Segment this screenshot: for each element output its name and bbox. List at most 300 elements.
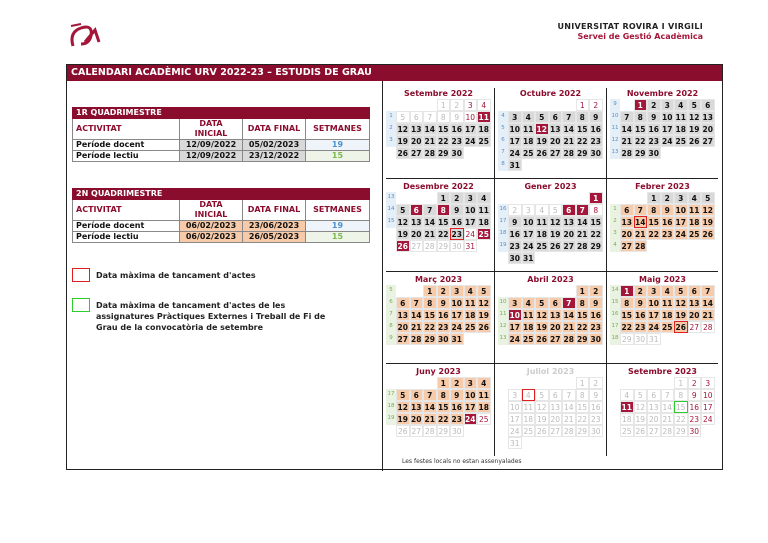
day-cell: 12: [550, 218, 561, 227]
day-cell: 26: [397, 149, 408, 158]
day-cell: 18: [523, 137, 534, 146]
empty-cell: [522, 159, 536, 171]
day-cell: 20: [550, 415, 561, 424]
day-cell: 24: [662, 137, 673, 146]
day-cell: 30: [509, 254, 520, 263]
day-cell: 18: [536, 230, 547, 239]
empty-cell: [589, 252, 603, 264]
day-cell: 7: [562, 389, 576, 401]
day-cell: 28: [662, 427, 673, 436]
service-name: Servei de Gestió Acadèmica: [577, 32, 703, 41]
day-cell: 10: [662, 113, 673, 122]
week-number: 11: [610, 123, 620, 135]
day-cell: 20: [411, 137, 422, 146]
day-cell: 4: [688, 192, 702, 204]
day-cell: 13: [550, 311, 561, 320]
day-cell: 10: [465, 391, 476, 400]
empty-cell: [701, 333, 715, 345]
empty-cell: [477, 240, 491, 252]
day-cell: 6: [549, 297, 563, 309]
q1-row-start: 12/09/2022: [180, 140, 243, 151]
empty-cell: [410, 99, 424, 111]
day-cell: 1: [576, 377, 590, 389]
day-cell: 28: [424, 149, 435, 158]
day-cell: 31: [451, 335, 462, 344]
day-cell: 21: [411, 323, 422, 332]
day-cell: 12: [536, 125, 547, 134]
day-cell: 21: [621, 137, 632, 146]
week-number: 1: [610, 204, 620, 216]
day-cell: 9: [508, 216, 522, 228]
day-cell: 28: [563, 149, 574, 158]
day-cell: 22: [424, 323, 435, 332]
day-cell: 15: [675, 403, 686, 412]
day-cell: 4: [522, 111, 536, 123]
q1-row-weeks: 19: [306, 140, 370, 151]
day-cell: 4: [477, 377, 491, 389]
empty-cell: [423, 99, 437, 111]
red-box-icon: [72, 268, 90, 282]
empty-cell: [620, 192, 634, 204]
day-cell: 14: [621, 125, 632, 134]
day-cell: 27: [411, 427, 422, 436]
week-number: [498, 425, 508, 437]
day-cell: 11: [478, 206, 489, 215]
day-cell: 9: [661, 204, 675, 216]
day-cell: 3: [508, 111, 522, 123]
week-number: 10: [610, 111, 620, 123]
q2-row-weeks: 15: [306, 232, 370, 243]
page-title: CALENDARI ACADÈMIC URV 2022-23 – ESTUDIS DE GRAU: [67, 65, 722, 81]
day-cell: 4: [674, 99, 688, 111]
day-cell: 11: [621, 403, 632, 412]
day-cell: 11: [478, 113, 489, 122]
q1-col-end: DATA FINAL: [243, 119, 306, 140]
empty-cell: [535, 377, 549, 389]
empty-cell: [477, 333, 491, 345]
day-cell: 7: [576, 204, 590, 216]
day-cell: 21: [563, 415, 574, 424]
day-cell: 12: [397, 403, 408, 412]
day-cell: 2: [589, 99, 603, 111]
day-cell: 12: [397, 125, 408, 134]
day-cell: 18: [621, 415, 632, 424]
day-cell: 29: [438, 242, 449, 251]
week-number: [386, 377, 396, 389]
week-number: [610, 192, 620, 204]
day-cell: 11: [523, 125, 534, 134]
day-cell: 27: [411, 149, 422, 158]
day-cell: 18: [675, 125, 686, 134]
day-cell: 11: [662, 299, 673, 308]
month-calendar: [386, 181, 491, 252]
day-cell: 28: [563, 427, 574, 436]
empty-cell: [701, 425, 715, 437]
day-cell: 10: [465, 113, 476, 122]
empty-cell: [674, 240, 688, 252]
day-cell: 23: [451, 415, 462, 424]
day-cell: 26: [397, 427, 408, 436]
week-number: [386, 240, 396, 252]
week-number: [498, 401, 508, 413]
day-cell: 25: [662, 323, 673, 332]
day-cell: 2: [450, 192, 464, 204]
empty-cell: [477, 147, 491, 159]
day-cell: 7: [661, 389, 675, 401]
day-cell: 22: [635, 137, 646, 146]
day-cell: 20: [689, 311, 700, 320]
q2-row-label: Període docent: [73, 221, 180, 232]
day-cell: 17: [648, 311, 659, 320]
day-cell: 22: [438, 415, 449, 424]
day-cell: 10: [523, 218, 534, 227]
empty-cell: [562, 159, 576, 171]
week-number: 9: [386, 333, 396, 345]
empty-cell: [620, 99, 634, 111]
empty-cell: [589, 437, 603, 449]
month-calendar: [498, 88, 603, 171]
day-cell: 14: [424, 125, 435, 134]
day-cell: 16: [662, 218, 673, 227]
divider: [382, 81, 383, 471]
empty-cell: [522, 285, 536, 297]
empty-cell: [688, 147, 702, 159]
legend-red-text: Data màxima de tancament d'actes: [96, 271, 256, 280]
day-cell: 11: [675, 113, 686, 122]
day-cell: 11: [523, 311, 534, 320]
day-cell: 14: [635, 218, 646, 227]
day-cell: 3: [674, 192, 688, 204]
day-cell: 30: [590, 149, 601, 158]
day-cell: 31: [648, 335, 659, 344]
day-cell: 15: [590, 218, 601, 227]
day-cell: 12: [536, 311, 547, 320]
week-number: 9: [610, 99, 620, 111]
day-cell: 10: [648, 299, 659, 308]
week-number: 15: [610, 297, 620, 309]
week-number: 5: [498, 123, 508, 135]
day-cell: 23: [590, 137, 601, 146]
day-cell: 1: [437, 192, 451, 204]
day-cell: 25: [523, 149, 534, 158]
day-cell: 7: [423, 389, 437, 401]
day-cell: 5: [674, 285, 688, 297]
day-cell: 19: [478, 311, 489, 320]
day-cell: 19: [689, 125, 700, 134]
day-cell: 14: [662, 403, 673, 412]
day-cell: 21: [577, 230, 588, 239]
day-cell: 8: [620, 297, 634, 309]
month-calendar: [386, 274, 491, 345]
week-number: 14: [610, 285, 620, 297]
day-cell: 9: [437, 297, 451, 309]
empty-cell: [549, 437, 563, 449]
day-cell: 6: [549, 389, 563, 401]
day-cell: 7: [410, 297, 424, 309]
month-calendar: [498, 366, 603, 449]
week-number: 12: [610, 135, 620, 147]
day-cell: 8: [437, 204, 451, 216]
day-cell: 8: [674, 389, 688, 401]
empty-cell: [589, 159, 603, 171]
day-cell: 12: [478, 299, 489, 308]
day-cell: 20: [550, 323, 561, 332]
week-number: 13: [610, 147, 620, 159]
grid-separator: [386, 178, 718, 179]
day-cell: 21: [662, 415, 673, 424]
day-cell: 17: [465, 125, 476, 134]
week-number: 12: [498, 321, 508, 333]
day-cell: 17: [509, 137, 520, 146]
empty-cell: [535, 192, 549, 204]
q1-row-label: Període docent: [73, 140, 180, 151]
day-cell: 4: [535, 204, 549, 216]
day-cell: 2: [634, 285, 648, 297]
day-cell: 1: [437, 377, 451, 389]
q2-row-weeks: 19: [306, 221, 370, 232]
week-number: 4: [610, 240, 620, 252]
day-cell: 1: [576, 99, 590, 111]
day-cell: 31: [509, 439, 520, 448]
empty-cell: [688, 240, 702, 252]
day-cell: 21: [424, 230, 435, 239]
empty-cell: [423, 377, 437, 389]
q1-col-weeks: SETMANES: [306, 119, 370, 140]
day-cell: 27: [550, 149, 561, 158]
day-cell: 29: [577, 427, 588, 436]
day-cell: 23: [590, 415, 601, 424]
empty-cell: [396, 192, 410, 204]
day-cell: 8: [423, 297, 437, 309]
day-cell: 22: [577, 323, 588, 332]
day-cell: 19: [536, 137, 547, 146]
day-cell: 16: [451, 125, 462, 134]
day-cell: 16: [648, 125, 659, 134]
day-cell: 25: [523, 335, 534, 344]
day-cell: 11: [536, 218, 547, 227]
day-cell: 27: [621, 242, 632, 251]
day-cell: 5: [396, 389, 410, 401]
month-calendar: [498, 274, 603, 345]
month-calendar: [610, 366, 715, 437]
day-cell: 21: [702, 311, 713, 320]
month-title: Desembre 2022: [403, 182, 474, 191]
day-cell: 1: [576, 285, 590, 297]
empty-cell: [535, 285, 549, 297]
week-number: 14: [386, 204, 396, 216]
month-title: Juny 2023: [416, 367, 461, 376]
day-cell: 1: [634, 99, 648, 111]
empty-cell: [562, 99, 576, 111]
day-cell: 17: [662, 125, 673, 134]
day-cell: 5: [549, 204, 563, 216]
day-cell: 13: [397, 311, 408, 320]
day-cell: 5: [535, 111, 549, 123]
empty-cell: [576, 437, 590, 449]
calendar-frame: [66, 64, 723, 470]
day-cell: 31: [509, 161, 520, 170]
day-cell: 20: [397, 323, 408, 332]
day-cell: 29: [577, 335, 588, 344]
day-cell: 23: [438, 323, 449, 332]
week-number: [498, 437, 508, 449]
day-cell: 18: [478, 403, 489, 412]
empty-cell: [549, 99, 563, 111]
day-cell: 25: [523, 427, 534, 436]
day-cell: 25: [689, 230, 700, 239]
day-cell: 3: [464, 377, 478, 389]
day-cell: 25: [478, 137, 489, 146]
empty-cell: [508, 377, 522, 389]
day-cell: 21: [563, 137, 574, 146]
q1-col-activity: ACTIVITAT: [73, 119, 180, 140]
day-cell: 3: [464, 192, 478, 204]
day-cell: 30: [689, 427, 700, 436]
week-number: [610, 401, 620, 413]
day-cell: 2: [589, 377, 603, 389]
day-cell: 6: [410, 389, 424, 401]
month-title: Setembre 2022: [404, 89, 473, 98]
day-cell: 17: [509, 415, 520, 424]
day-cell: 15: [438, 125, 449, 134]
day-cell: 26: [536, 427, 547, 436]
week-number: 3: [386, 135, 396, 147]
day-cell: 8: [589, 204, 603, 216]
week-number: 8: [386, 321, 396, 333]
day-cell: 2: [647, 99, 661, 111]
day-cell: 18: [523, 323, 534, 332]
day-cell: 13: [648, 403, 659, 412]
empty-cell: [549, 252, 563, 264]
day-cell: 4: [477, 99, 491, 111]
day-cell: 8: [576, 389, 590, 401]
day-cell: 1: [437, 99, 451, 111]
day-cell: 10: [702, 391, 713, 400]
day-cell: 13: [702, 113, 713, 122]
week-number: [498, 377, 508, 389]
day-cell: 2: [508, 204, 522, 216]
day-cell: 9: [589, 389, 603, 401]
day-cell: 30: [451, 149, 462, 158]
empty-cell: [647, 240, 661, 252]
day-cell: 19: [397, 230, 408, 239]
day-cell: 8: [647, 204, 661, 216]
day-cell: 23: [451, 230, 462, 239]
day-cell: 18: [478, 218, 489, 227]
month-calendar: [386, 366, 491, 437]
month-title: Febrer 2023: [635, 182, 690, 191]
day-cell: 18: [662, 311, 673, 320]
day-cell: 23: [648, 137, 659, 146]
footnote: Les festes locals no estan assenyalades: [402, 458, 522, 465]
empty-cell: [562, 285, 576, 297]
day-cell: 24: [702, 415, 713, 424]
day-cell: 9: [450, 204, 464, 216]
day-cell: 20: [411, 230, 422, 239]
day-cell: 14: [702, 299, 713, 308]
grid-separator: [494, 88, 495, 456]
day-cell: 17: [523, 230, 534, 239]
empty-cell: [576, 252, 590, 264]
empty-cell: [661, 333, 675, 345]
week-number: [498, 389, 508, 401]
week-number: [386, 425, 396, 437]
empty-cell: [688, 333, 702, 345]
day-cell: 6: [688, 285, 702, 297]
day-cell: 4: [620, 389, 634, 401]
day-cell: 27: [397, 335, 408, 344]
month-title: Maig 2023: [639, 275, 686, 284]
month-title: Abril 2023: [527, 275, 574, 284]
month-calendar: [498, 181, 603, 264]
day-cell: 29: [438, 427, 449, 436]
q1-col-start: DATA INICIAL: [180, 119, 243, 140]
day-cell: 19: [550, 230, 561, 239]
day-cell: 27: [689, 323, 700, 332]
day-cell: 9: [647, 111, 661, 123]
day-cell: 27: [648, 427, 659, 436]
day-cell: 24: [509, 149, 520, 158]
empty-cell: [508, 285, 522, 297]
day-cell: 10: [509, 311, 520, 320]
q2-heading: 2N QUADRIMESTRE: [73, 189, 370, 200]
day-cell: 27: [563, 242, 574, 251]
day-cell: 2: [450, 377, 464, 389]
empty-cell: [396, 285, 410, 297]
day-cell: 30: [438, 335, 449, 344]
empty-cell: [464, 333, 478, 345]
day-cell: 29: [424, 335, 435, 344]
day-cell: 25: [465, 323, 476, 332]
empty-cell: [620, 377, 634, 389]
day-cell: 23: [689, 415, 700, 424]
day-cell: 5: [396, 204, 410, 216]
day-cell: 23: [590, 323, 601, 332]
empty-cell: [549, 192, 563, 204]
day-cell: 1: [647, 192, 661, 204]
day-cell: 1: [674, 377, 688, 389]
day-cell: 28: [577, 242, 588, 251]
day-cell: 10: [509, 125, 520, 134]
university-header: [557, 22, 703, 42]
day-cell: 30: [590, 427, 601, 436]
day-cell: 15: [577, 125, 588, 134]
empty-cell: [634, 377, 648, 389]
day-cell: 28: [621, 149, 632, 158]
day-cell: 24: [465, 137, 476, 146]
day-cell: 27: [702, 137, 713, 146]
day-cell: 3: [661, 99, 675, 111]
day-cell: 2: [661, 192, 675, 204]
empty-cell: [396, 99, 410, 111]
day-cell: 24: [509, 427, 520, 436]
day-cell: 3: [450, 285, 464, 297]
day-cell: 25: [478, 415, 489, 424]
day-cell: 21: [424, 137, 435, 146]
day-cell: 5: [701, 192, 715, 204]
empty-cell: [661, 377, 675, 389]
empty-cell: [464, 425, 478, 437]
day-cell: 28: [411, 335, 422, 344]
day-cell: 13: [621, 218, 632, 227]
day-cell: 1: [589, 192, 603, 204]
q1-row-start: 12/09/2022: [180, 151, 243, 162]
month-title: Gener 2023: [524, 182, 577, 191]
week-number: [610, 389, 620, 401]
day-cell: 9: [634, 297, 648, 309]
day-cell: 23: [662, 230, 673, 239]
day-cell: 18: [478, 125, 489, 134]
